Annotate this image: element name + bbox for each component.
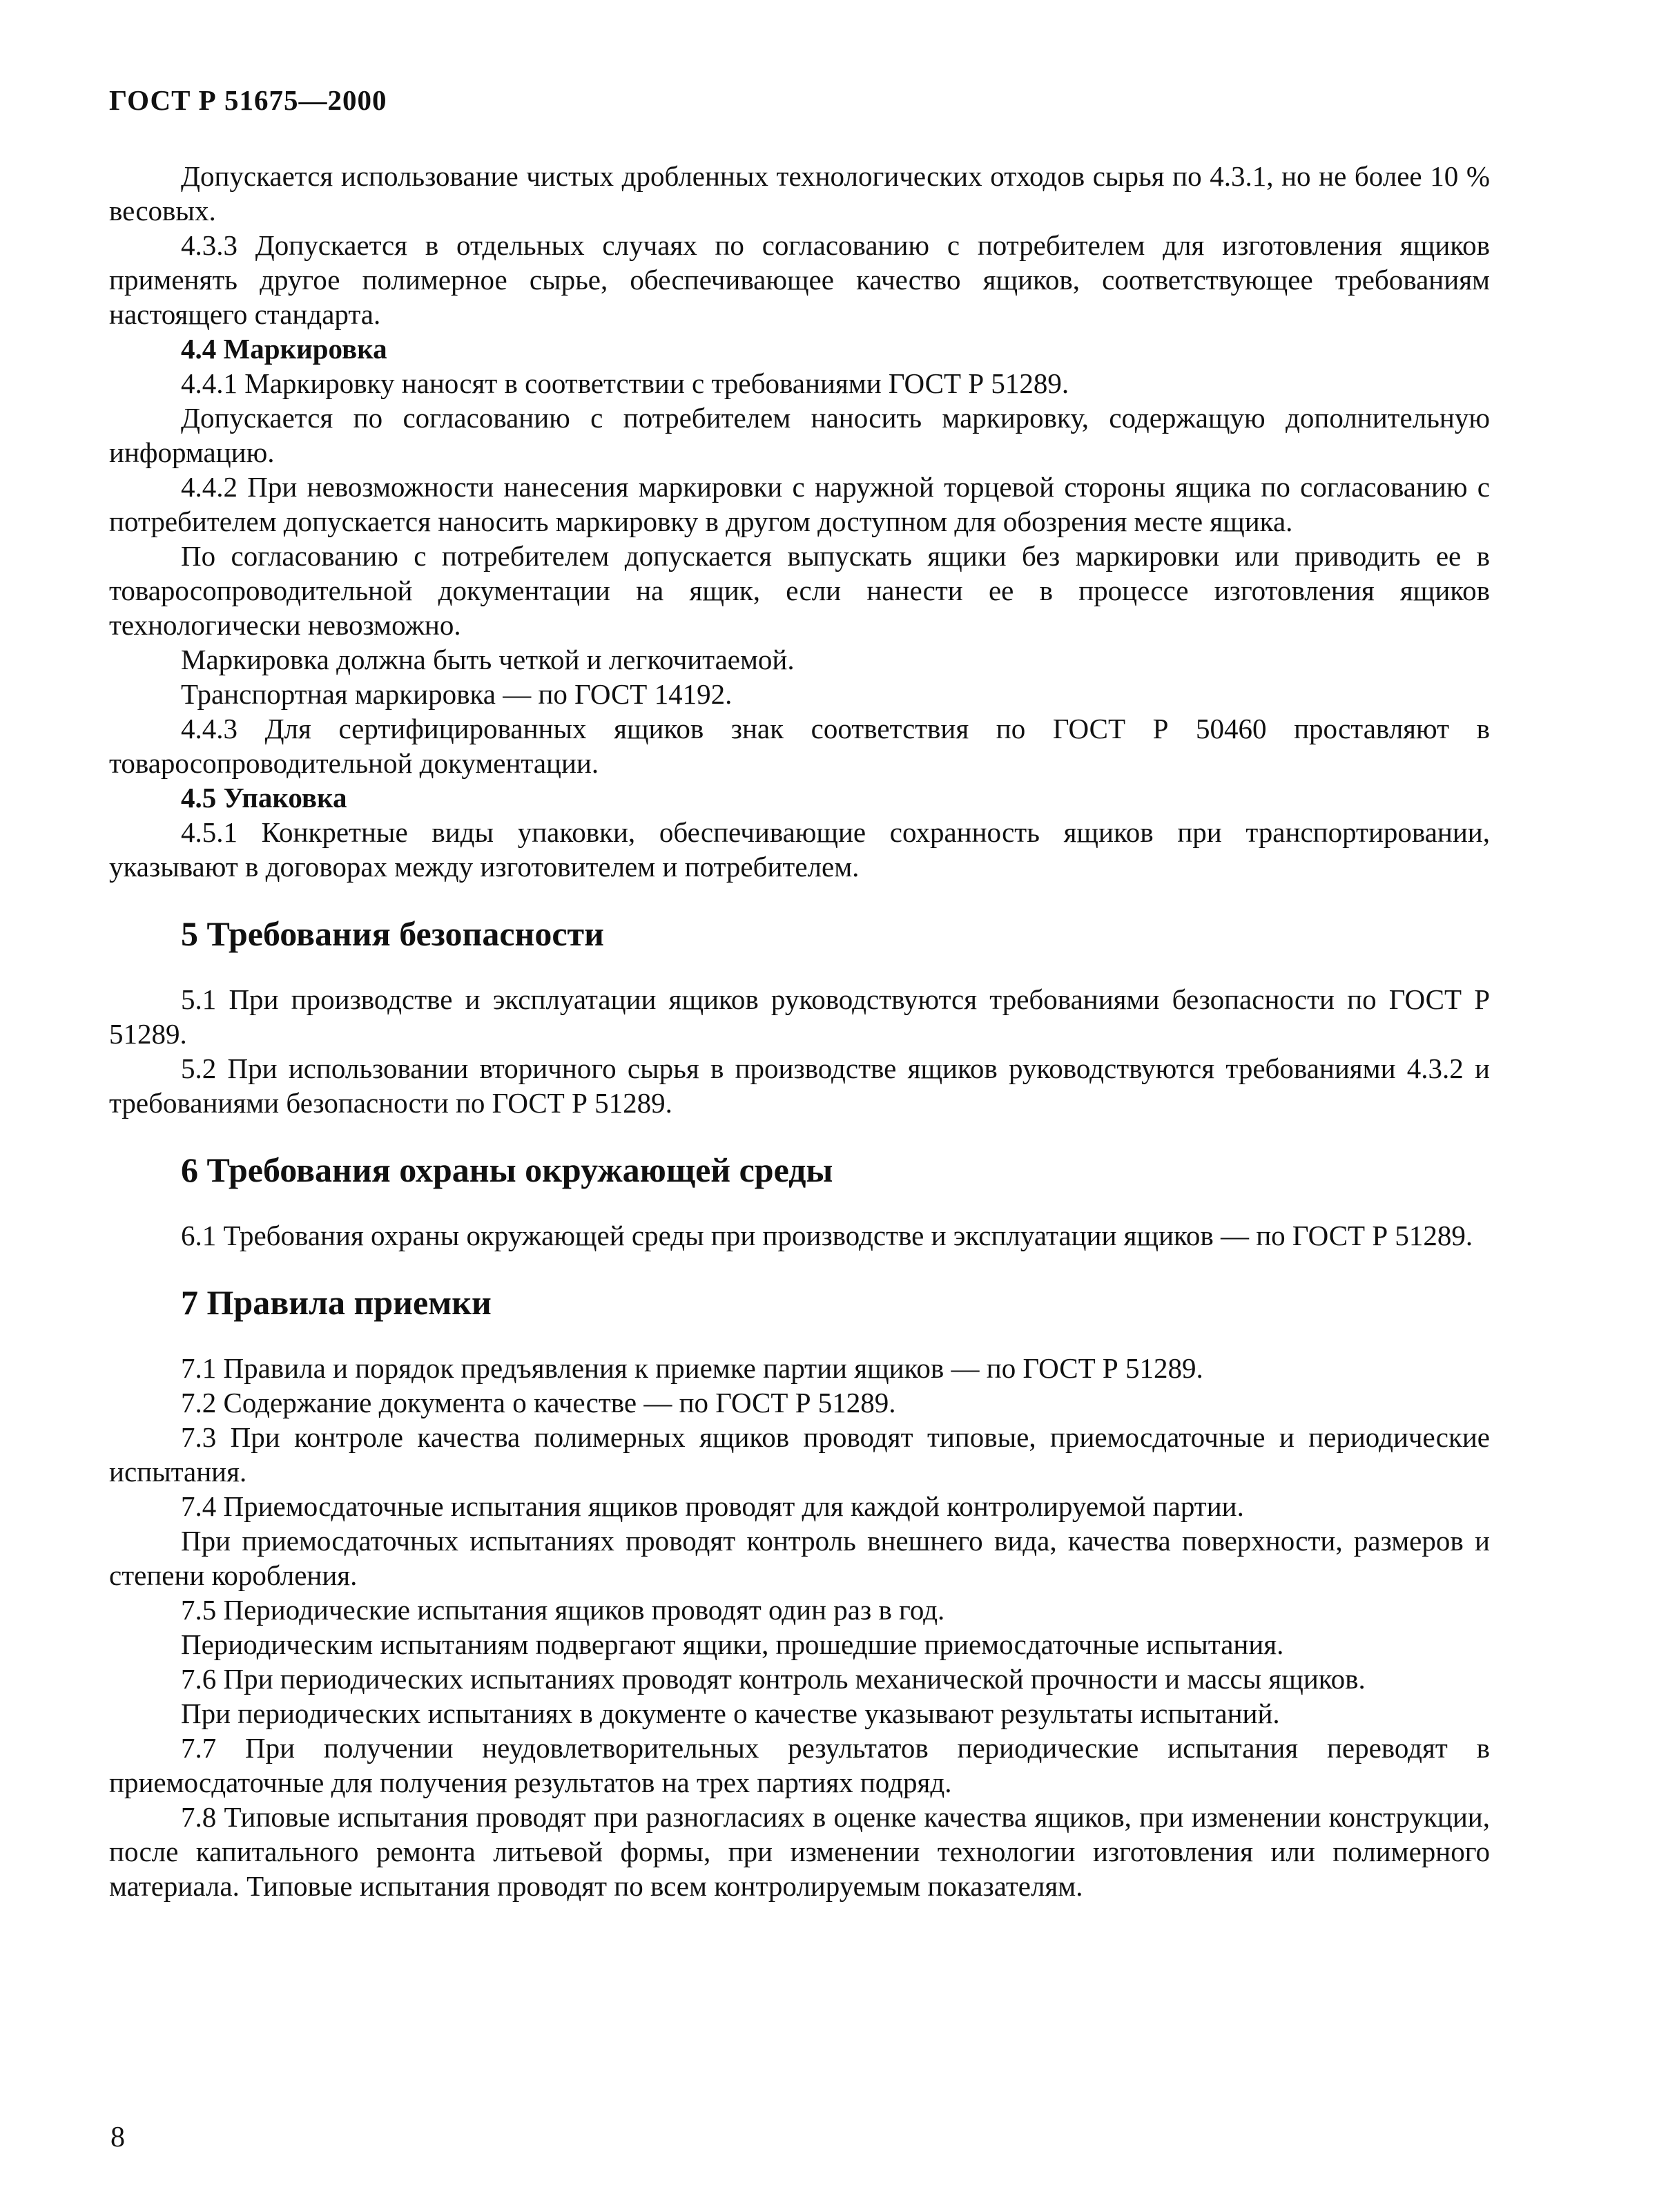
paragraph: 7.2 Содержание документа о качестве — по ГОСТ Р 51289. [181,1387,896,1418]
page-number: 8 [110,2122,125,2153]
subsection-heading: 4.5 Упаковка [181,782,347,814]
paragraph: 7.6 При периодических испытаниях проводят контроль механической прочности и массы ящиков. [181,1663,1366,1695]
paragraph: 5.1 При производстве и эксплуатации ящиков руководствуются требованиями безопасности по ГОСТ Р 51289. [109,983,1490,1050]
paragraph: 7.5 Периодические испытания ящиков проводят один раз в год. [181,1594,945,1626]
section-heading: 6 Требования охраны окружающей среды [181,1151,833,1189]
paragraph: 6.1 Требования охраны окружающей среды при производстве и эксплуатации ящиков — по ГОСТ Р 51289. [181,1220,1473,1251]
paragraph: По согласованию с потребителем допускается выпускать ящики без маркировки или приводить ее в товаросопроводительной документации на ящик, если нанести ее в процессе изготовления ящиков технологически невозможно. [109,540,1490,641]
standard-header: ГОСТ Р 51675—2000 [109,84,387,116]
document-body [109,159,1490,1903]
paragraph: 7.8 Типовые испытания проводят при разногласиях в оценке качества ящиков, при изменении конструкции, после капитального ремонта литьевой формы, при изменении технологии изготовления или полимерного материала. Типовые испытания проводят по всем контролируемым показателям. [109,1801,1490,1902]
paragraph: 4.5.1 Конкретные виды упаковки, обеспечивающие сохранность ящиков при транспортировании, указывают в договорах между изготовителем и потребителем. [109,816,1490,883]
paragraph: При приемосдаточных испытаниях проводят контроль внешнего вида, качества поверхности, размеров и степени коробления. [109,1525,1490,1591]
paragraph: Маркировка должна быть четкой и легкочитаемой. [181,644,795,675]
paragraph: Периодическим испытаниям подвергают ящики, прошедшие приемосдаточные испытания. [181,1628,1284,1660]
paragraph: 4.4.2 При невозможности нанесения маркировки с наружной торцевой стороны ящика по согласованию с потребителем допускается наносить маркировку в другом доступном для обозрения месте ящика. [109,471,1490,537]
paragraph: 7.3 При контроле качества полимерных ящиков проводят типовые, приемосдаточные и периодические испытания. [109,1421,1490,1488]
paragraph: Допускается использование чистых дробленных технологических отходов сырья по 4.3.1, но не более 10 % весовых. [109,160,1490,227]
paragraph: 4.4.3 Для сертифицированных ящиков знак соответствия по ГОСТ Р 50460 проставляют в товаросопроводительной документации. [109,713,1490,779]
paragraph: Допускается по согласованию с потребителем наносить маркировку, содержащую дополнительную информацию. [109,402,1490,468]
subsection-heading: 4.4 Маркировка [181,333,387,365]
paragraph: 7.4 Приемосдаточные испытания ящиков проводят для каждой контролируемой партии. [181,1490,1244,1522]
paragraph: Транспортная маркировка — по ГОСТ 14192. [181,678,733,710]
paragraph: 5.2 При использовании вторичного сырья в производстве ящиков руководствуются требованиями 4.3.2 и требованиями безопасности по ГОСТ Р 51289. [109,1052,1490,1119]
document-page [109,83,1490,1903]
paragraph: 7.1 Правила и порядок предъявления к приемке партии ящиков — по ГОСТ Р 51289. [181,1352,1203,1384]
paragraph: 4.3.3 Допускается в отдельных случаях по согласованию с потребителем для изготовления ящиков применять другое полимерное сырье, обеспечивающее качество ящиков, соответствующее требованиям настоящего стандарта. [109,229,1490,330]
section-heading: 7 Правила приемки [181,1283,492,1322]
paragraph: 7.7 При получении неудовлетворительных результатов периодические испытания переводят в приемосдаточные для получения результатов на трех партиях подряд. [109,1732,1490,1798]
paragraph: 4.4.1 Маркировку наносят в соответствии с требованиями ГОСТ Р 51289. [181,367,1069,399]
paragraph: При периодических испытаниях в документе о качестве указывают результаты испытаний. [181,1698,1280,1729]
section-heading: 5 Требования безопасности [181,914,604,953]
